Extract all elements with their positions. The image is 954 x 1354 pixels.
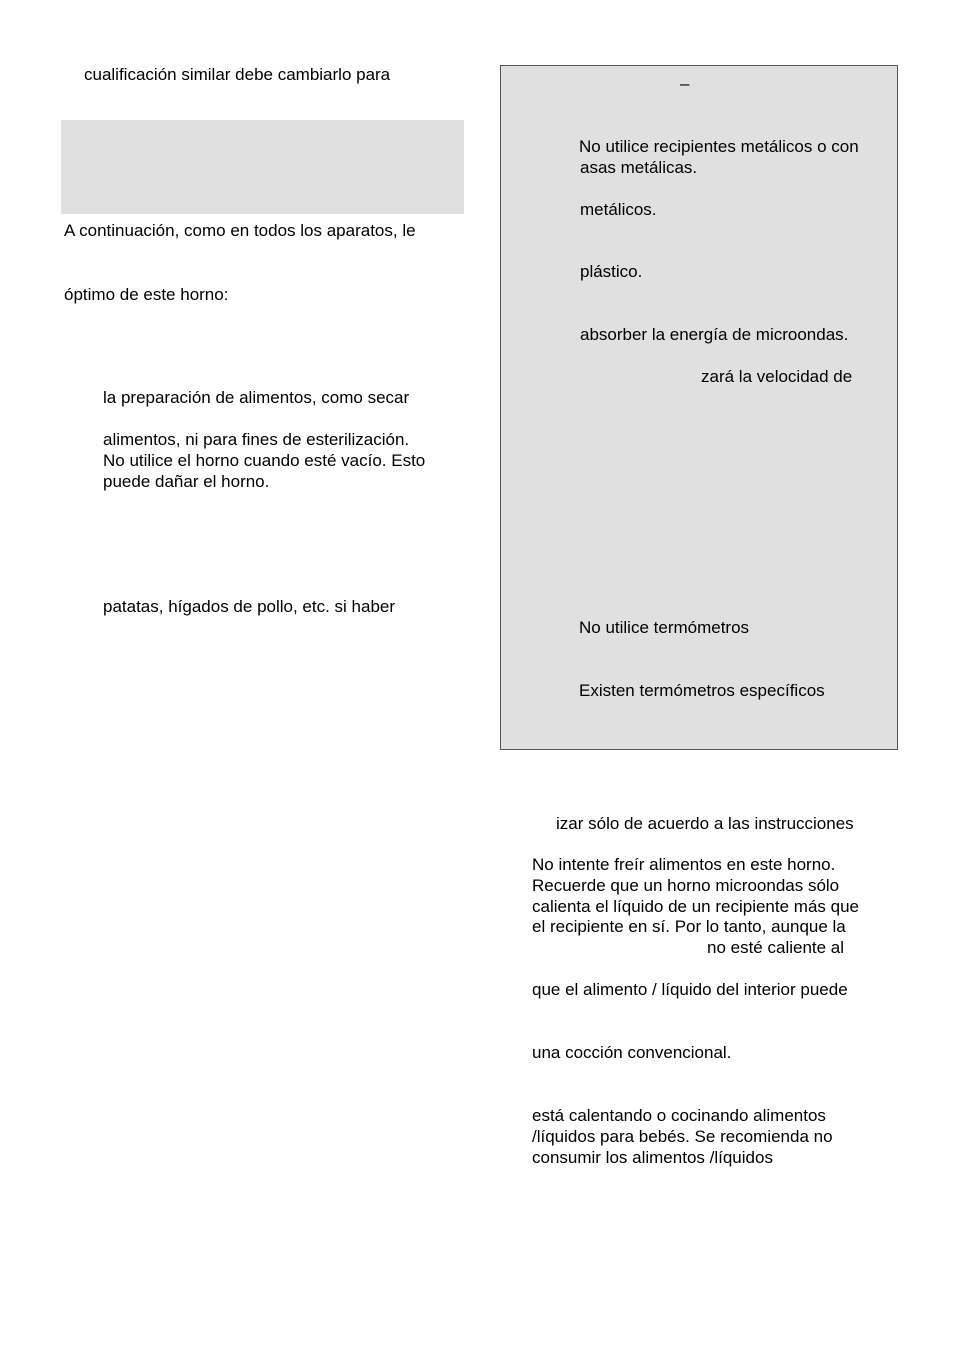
box-text-line: asas metálicas. — [580, 158, 698, 177]
box-dash: – — [680, 74, 690, 93]
list-item-text: la preparación de alimentos, como secar — [103, 388, 410, 407]
right-text-line: calienta el líquido de un recipiente más que — [532, 897, 859, 916]
box-text-line: zará la velocidad de — [701, 367, 853, 386]
right-text-line: consumir los alimentos /líquidos — [532, 1148, 773, 1167]
info-box — [500, 65, 898, 750]
left-text-line: cualificación similar debe cambiarlo para — [84, 65, 391, 84]
intro-text-line: óptimo de este horno: — [64, 285, 229, 304]
list-item-text: No utilice el horno cuando esté vacío. Esto — [103, 451, 426, 470]
box-text-line: No utilice termómetros — [579, 618, 750, 637]
box-text-line: No utilice recipientes metálicos o con — [579, 137, 859, 156]
right-text-line: izar sólo de acuerdo a las instrucciones — [556, 814, 854, 833]
right-text-line: no esté caliente al — [707, 938, 845, 957]
right-text-line: el recipiente en sí. Por lo tanto, aunque la — [532, 917, 846, 936]
list-item-text: puede dañar el horno. — [103, 472, 270, 491]
right-text-line: No intente freír alimentos en este horno. — [532, 855, 836, 874]
list-item-text: alimentos, ni para fines de esterilización. — [103, 430, 410, 449]
right-text-line: que el alimento / líquido del interior puede — [532, 980, 848, 999]
box-text-line: metálicos. — [580, 200, 657, 219]
intro-text-line: A continuación, como en todos los aparatos, le — [64, 221, 416, 240]
list-item-text: patatas, hígados de pollo, etc. si haber — [103, 597, 396, 616]
box-text-line: plástico. — [580, 262, 643, 281]
highlight-band — [61, 120, 464, 214]
right-text-line: está calentando o cocinando alimentos — [532, 1106, 826, 1125]
box-text-line: absorber la energía de microondas. — [580, 325, 849, 344]
right-text-line: Recuerde que un horno microondas sólo — [532, 876, 840, 895]
right-text-line: /líquidos para bebés. Se recomienda no — [532, 1127, 833, 1146]
right-text-line: una cocción convencional. — [532, 1043, 732, 1062]
box-text-line: Existen termómetros específicos — [579, 681, 825, 700]
